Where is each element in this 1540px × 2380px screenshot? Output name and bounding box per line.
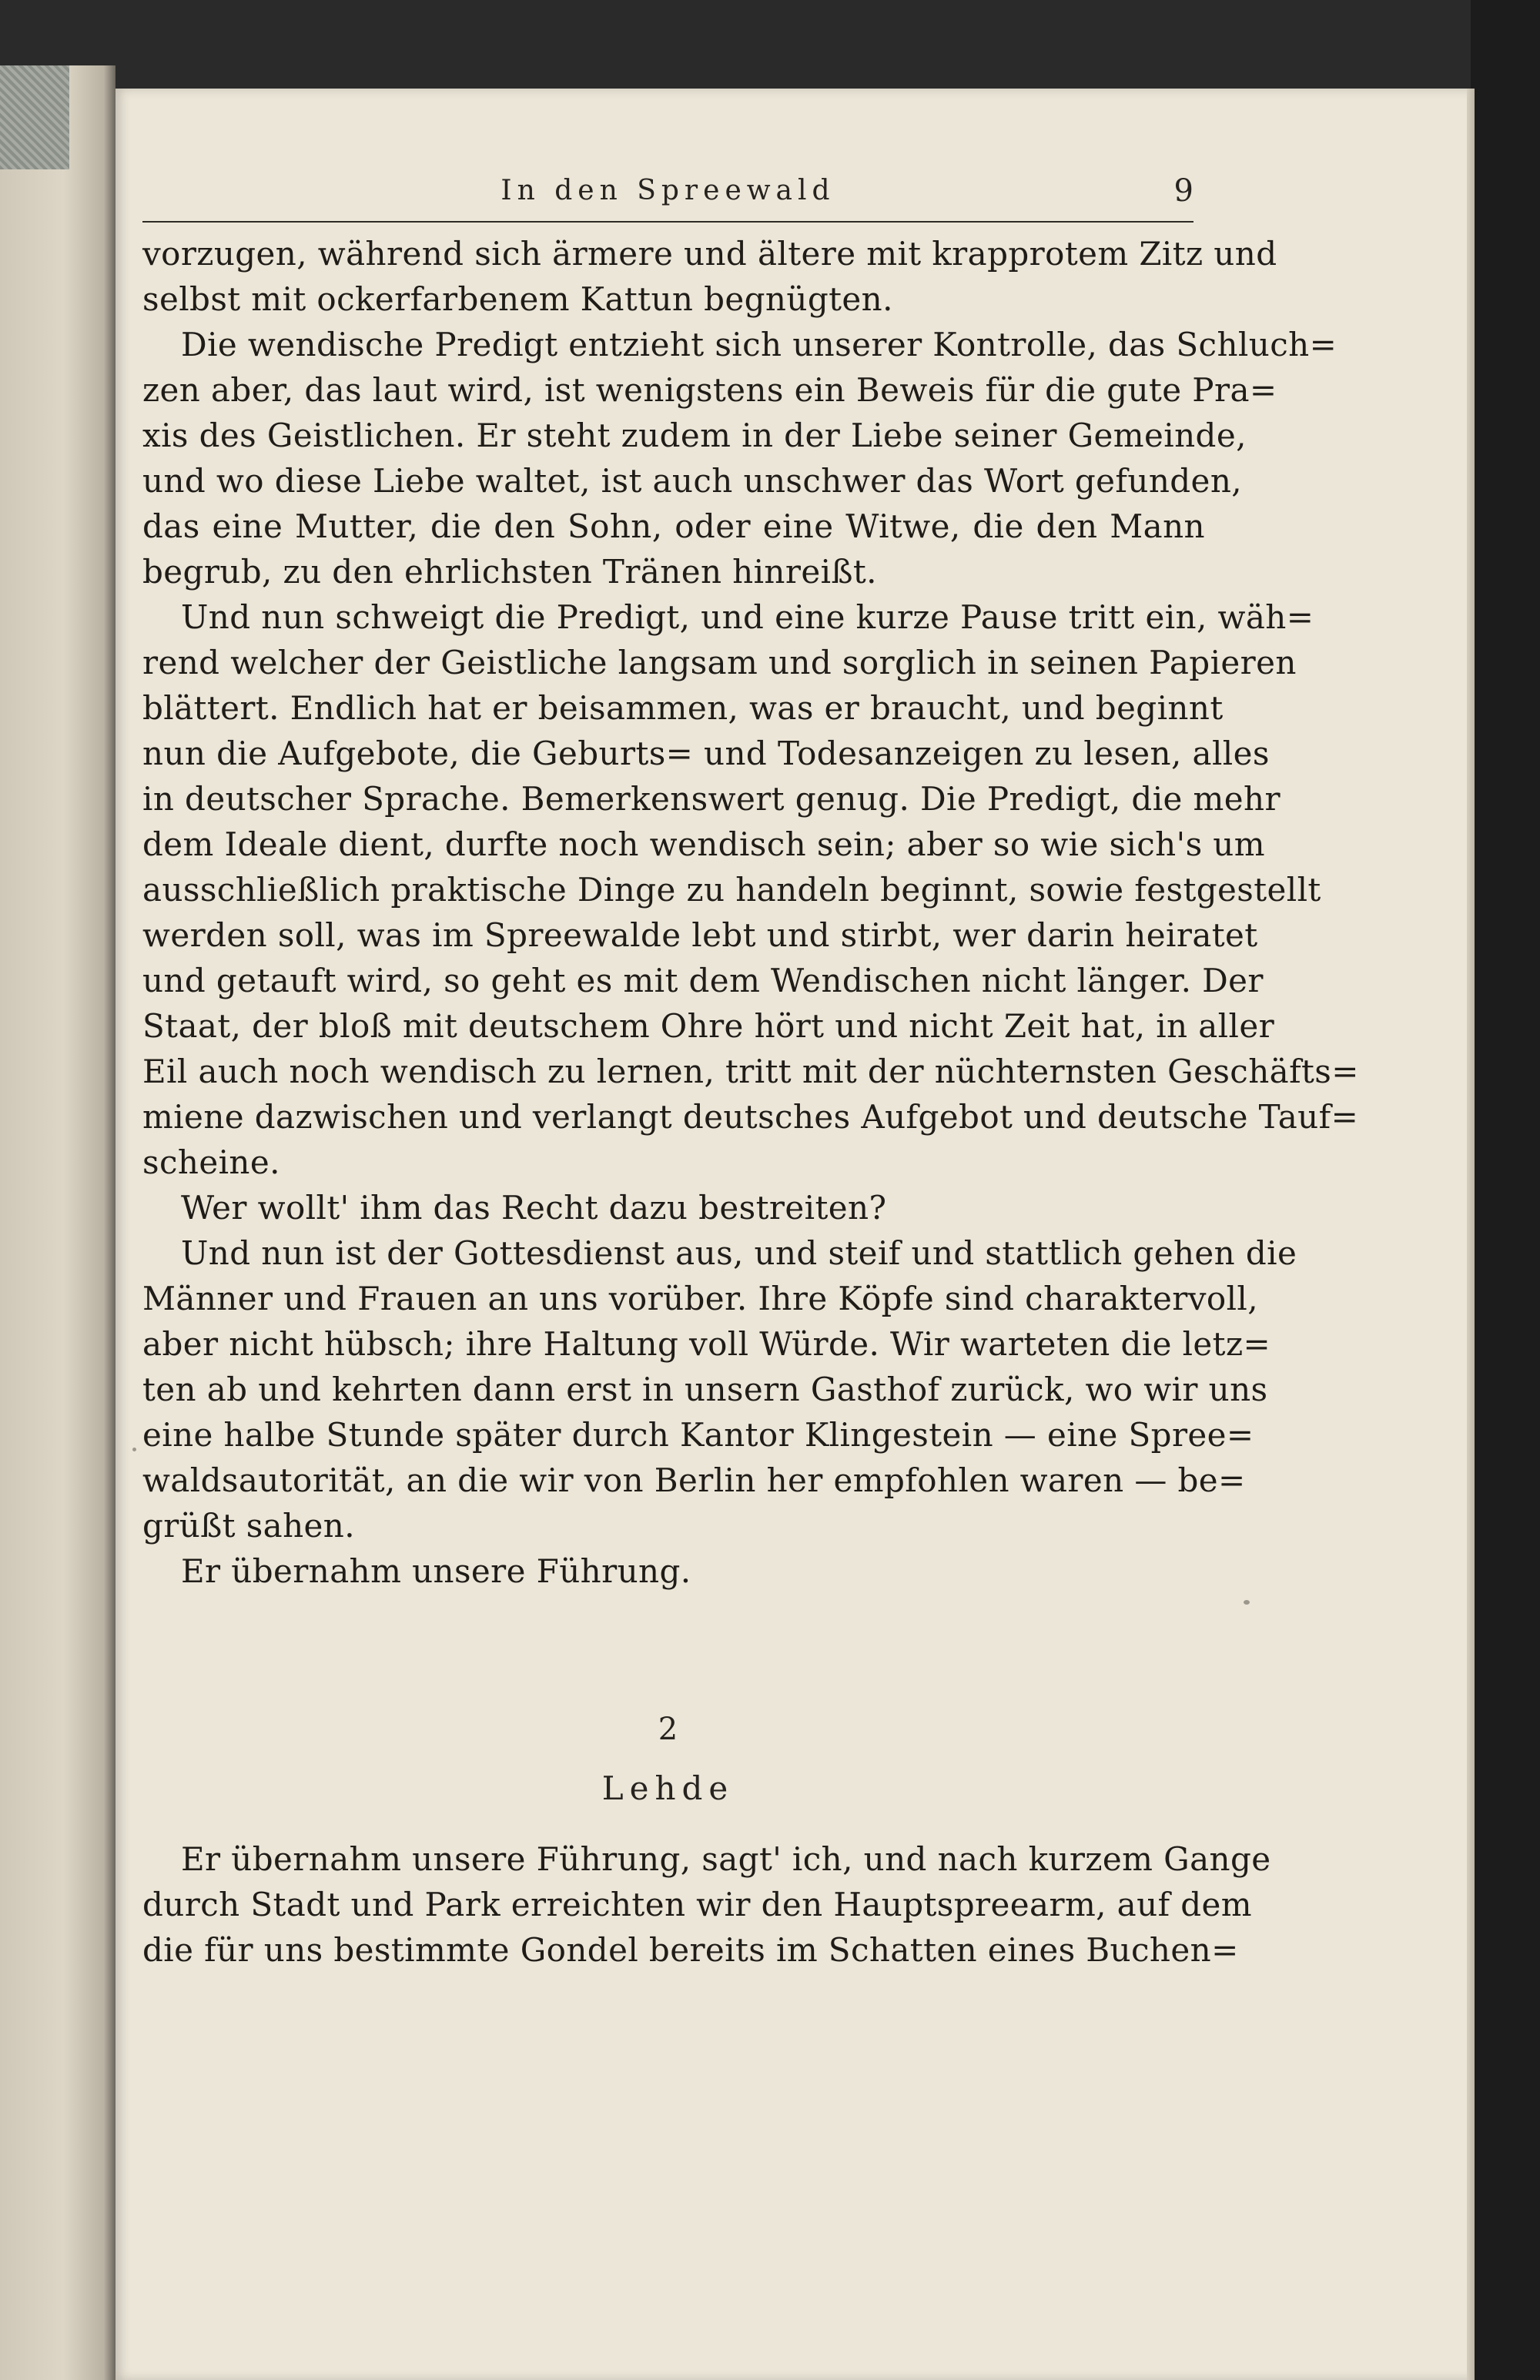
paper-speck	[1244, 1600, 1250, 1605]
body-text	[142, 231, 1359, 1594]
text-line: aber nicht hübsch; ihre Haltung voll Würde. Wir warteten die letz=	[142, 1325, 1271, 1363]
page-fore-edge	[1467, 89, 1475, 2380]
text-line: in deutscher Sprache. Bemerkenswert genug. Die Predigt, die mehr	[142, 780, 1281, 818]
running-title: In den Spreewald	[500, 175, 835, 206]
book-spine-cloth	[0, 65, 69, 169]
text-line: und getauft wird, so geht es mit dem Wendischen nicht länger. Der	[142, 962, 1264, 999]
page-number: 9	[1173, 173, 1194, 209]
text-line: Männer und Frauen an uns vorüber. Ihre Köpfe sind charaktervoll,	[142, 1280, 1259, 1317]
text-line: Wer wollt' ihm das Recht dazu bestreiten?	[181, 1189, 887, 1227]
text-line: eine halbe Stunde später durch Kantor Klingestein — eine Spree=	[142, 1416, 1254, 1454]
text-line: Staat, der bloß mit deutschem Ohre hört und nicht Zeit hat, in aller	[142, 1007, 1275, 1045]
text-line: grüßt sahen.	[142, 1507, 355, 1545]
text-line: vorzugen, während sich ärmere und ältere mit krapprotem Zitz und	[142, 235, 1277, 273]
text-line: Und nun schweigt die Predigt, und eine kurze Pause tritt ein, wäh=	[181, 598, 1314, 636]
text-line: werden soll, was im Spreewalde lebt und stirbt, wer darin heiratet	[142, 916, 1258, 954]
text-line: begrub, zu den ehrlichsten Tränen hinreißt.	[142, 553, 877, 591]
text-line: die für uns bestimmte Gondel bereits im Schatten eines Buchen=	[142, 1931, 1239, 1969]
section-body-text	[142, 1836, 1271, 1973]
paper-speck	[132, 1448, 136, 1451]
text-line: xis des Geistlichen. Er steht zudem in der Liebe seiner Gemeinde,	[142, 417, 1247, 454]
text-line: durch Stadt und Park erreichten wir den Hauptspreearm, auf dem	[142, 1886, 1253, 1923]
text-line: waldsautorität, an die wir von Berlin her empfohlen waren — be=	[142, 1461, 1246, 1499]
text-line: zen aber, das laut wird, ist wenigstens ein Beweis für die gute Pra=	[142, 371, 1277, 409]
background-shadow	[1471, 0, 1540, 2380]
text-line: ausschließlich praktische Dinge zu handeln beginnt, sowie festgestellt	[142, 871, 1321, 909]
text-line: Er übernahm unsere Führung, sagt' ich, und nach kurzem Gange	[181, 1840, 1271, 1878]
text-line: und wo diese Liebe waltet, ist auch unschwer das Wort gefunden,	[142, 462, 1243, 500]
running-header	[142, 169, 1194, 223]
text-line: nun die Aufgebote, die Geburts= und Todesanzeigen zu lesen, alles	[142, 735, 1270, 772]
text-line: ten ab und kehrten dann erst in unsern Gasthof zurück, wo wir uns	[142, 1371, 1268, 1408]
previous-page-edge	[0, 65, 116, 2380]
text-line: das eine Mutter, die den Sohn, oder eine Witwe, die den Mann	[142, 507, 1205, 545]
text-line: Die wendische Predigt entzieht sich unserer Kontrolle, das Schluch=	[181, 326, 1337, 363]
text-line: dem Ideale dient, durfte noch wendisch sein; aber so wie sich's um	[142, 825, 1265, 863]
text-line: Eil auch noch wendisch zu lernen, tritt mit der nüchternsten Geschäfts=	[142, 1053, 1359, 1090]
text-line: Und nun ist der Gottesdienst aus, und steif und stattlich gehen die	[181, 1234, 1297, 1272]
text-line: miene dazwischen und verlangt deutsches Aufgebot und deutsche Tauf=	[142, 1098, 1359, 1136]
text-line: Er übernahm unsere Führung.	[181, 1552, 691, 1590]
section-title: Lehde	[601, 1769, 735, 1807]
section-number: 2	[658, 1712, 678, 1747]
text-line: rend welcher der Geistliche langsam und sorglich in seinen Papieren	[142, 644, 1297, 681]
text-line: selbst mit ockerfarbenem Kattun begnügten.	[142, 280, 893, 318]
text-line: blättert. Endlich hat er beisammen, was er braucht, und beginnt	[142, 689, 1224, 727]
text-line: scheine.	[142, 1143, 280, 1181]
